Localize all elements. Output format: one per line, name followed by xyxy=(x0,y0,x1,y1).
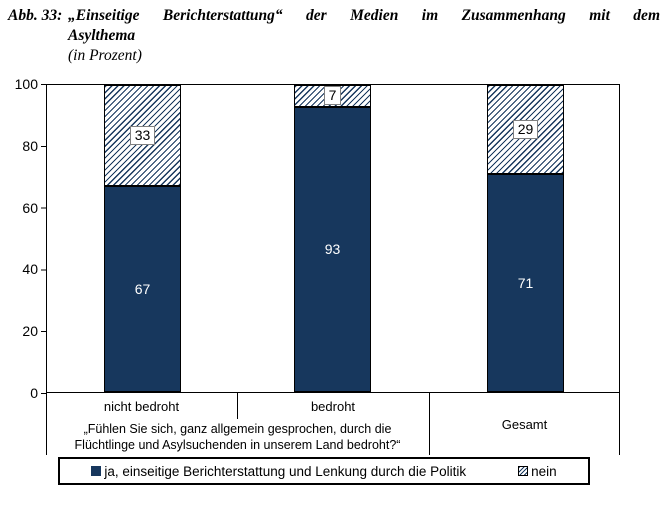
y-tick-20: 20 xyxy=(22,323,38,340)
legend-item-nein xyxy=(518,464,557,479)
figure-title-text xyxy=(68,6,660,66)
legend-label-nein: nein xyxy=(531,463,557,479)
legend-swatch-solid-icon xyxy=(91,466,101,476)
title-line-1: „Einseitige Berichterstattung“ der Medien im Zusammenhang mit dem xyxy=(68,7,660,24)
value-label-nein: 29 xyxy=(513,120,539,139)
x-axis-question-note xyxy=(46,419,429,455)
y-tick-0: 0 xyxy=(30,385,38,401)
legend-label-ja: ja, einseitige Berichterstattung und Lenkung durch die Politik xyxy=(104,463,467,479)
value-label-nein: 33 xyxy=(130,126,156,145)
value-label-ja: 93 xyxy=(324,241,341,258)
figure-number: Abb. 33: xyxy=(8,7,63,24)
bar-gesamt xyxy=(487,85,564,392)
y-tick-100: 100 xyxy=(14,76,38,92)
bar-bedroht xyxy=(294,85,371,392)
table-divider-gesamt xyxy=(429,393,430,455)
category-label-bedroht: bedroht xyxy=(310,398,356,414)
bar-nicht-bedroht xyxy=(104,85,181,392)
question-line-1: „Fühlen Sie sich, ganz allgemein gesprochen, durch die xyxy=(83,422,392,436)
bar-gesamt-segment-ja xyxy=(487,174,564,392)
bar-nicht-bedroht-segment-ja xyxy=(104,186,181,392)
bar-bedroht-segment-ja xyxy=(294,107,371,393)
bar-bedroht-segment-nein xyxy=(294,85,371,106)
category-label-gesamt: Gesamt xyxy=(501,416,548,432)
legend-item-ja xyxy=(91,464,466,479)
y-axis-tick-labels xyxy=(0,76,38,401)
figure-title xyxy=(8,6,660,66)
value-label-ja: 67 xyxy=(134,281,151,298)
value-label-nein: 7 xyxy=(324,86,342,105)
question-line-2: Flüchtlinge und Asylsuchenden in unserem Land bedroht?“ xyxy=(74,438,401,452)
bar-nicht-bedroht-segment-nein xyxy=(104,85,181,186)
title-line-2: Asylthema xyxy=(68,27,136,44)
table-border-left xyxy=(46,393,47,455)
category-label-nicht-bedroht: nicht bedroht xyxy=(103,398,180,414)
plot-area xyxy=(46,84,620,393)
value-label-ja: 71 xyxy=(517,275,534,292)
y-tick-40: 40 xyxy=(22,261,38,278)
legend-swatch-hatch-icon xyxy=(518,466,528,476)
y-tick-60: 60 xyxy=(22,199,38,216)
legend xyxy=(58,457,590,485)
table-border-right xyxy=(619,393,620,455)
y-tick-80: 80 xyxy=(22,137,38,154)
figure-subtitle: (in Prozent) xyxy=(68,47,142,64)
table-divider-categories xyxy=(237,393,238,419)
bar-gesamt-segment-nein xyxy=(487,85,564,174)
